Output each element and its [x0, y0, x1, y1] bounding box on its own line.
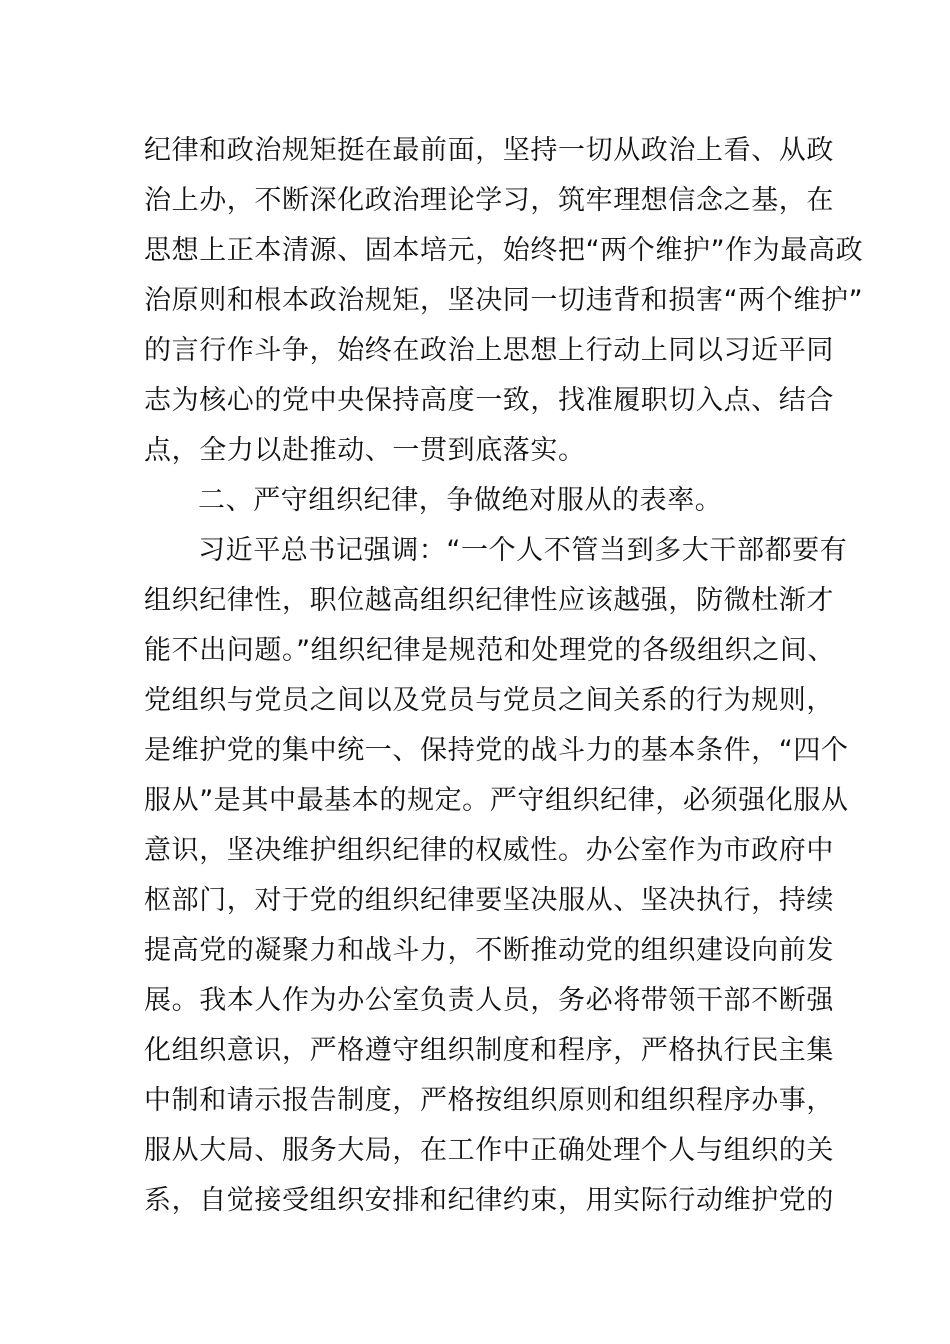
section-heading: 二、严守组织纪律，争做绝对服从的表率。: [198, 485, 723, 516]
body-line: 治原则和根本政治规矩，坚决同一切违背和损害“两个维护”: [144, 285, 864, 316]
body-line: 化组织意识，严格遵守组织制度和程序，严格执行民主集: [144, 1035, 834, 1066]
body-line: 能不出问题。”组织纪律是规范和处理党的各级组织之间、: [144, 635, 836, 666]
body-line: 思想上正本清源、固本培元，始终把“两个维护”作为最高政: [144, 235, 864, 266]
body-line: 治上办，不断深化政治理论学习，筑牢理想信念之基，在: [144, 185, 834, 216]
body-line: 展。我本人作为办公室负责人员，务必将带领干部不断强: [144, 985, 834, 1016]
body-line: 是维护党的集中统一、保持党的战斗力的基本条件，“四个: [144, 735, 849, 766]
body-line: 服从大局、服务大局，在工作中正确处理个人与组织的关: [144, 1135, 834, 1166]
body-line: 系，自觉接受组织安排和纪律约束，用实际行动维护党的: [144, 1185, 834, 1216]
body-line: 组织纪律性，职位越高组织纪律性应该越强，防微杜渐才: [144, 585, 834, 616]
body-line: 纪律和政治规矩挺在最前面，坚持一切从政治上看、从政: [144, 135, 834, 166]
body-line: 中制和请示报告制度，严格按组织原则和组织程序办事，: [144, 1085, 834, 1116]
body-line: 点，全力以赴推动、一贯到底落实。: [144, 435, 586, 466]
body-line: 党组织与党员之间以及党员与党员之间关系的行为规则，: [144, 685, 834, 716]
body-line: 意识，坚决维护组织纪律的权威性。办公室作为市政府中: [144, 835, 834, 866]
body-line: 习近平总书记强调：“一个人不管当到多大干部都要有: [198, 535, 848, 566]
body-line: 的言行作斗争，始终在政治上思想上行动上同以习近平同: [144, 335, 834, 366]
body-line: 服从”是其中最基本的规定。严守组织纪律，必须强化服从: [144, 785, 849, 816]
body-line: 提高党的凝聚力和战斗力，不断推动党的组织建设向前发: [144, 935, 834, 966]
body-line: 枢部门，对于党的组织纪律要坚决服从、坚决执行，持续: [144, 885, 834, 916]
body-line: 志为核心的党中央保持高度一致，找准履职切入点、结合: [144, 385, 834, 416]
